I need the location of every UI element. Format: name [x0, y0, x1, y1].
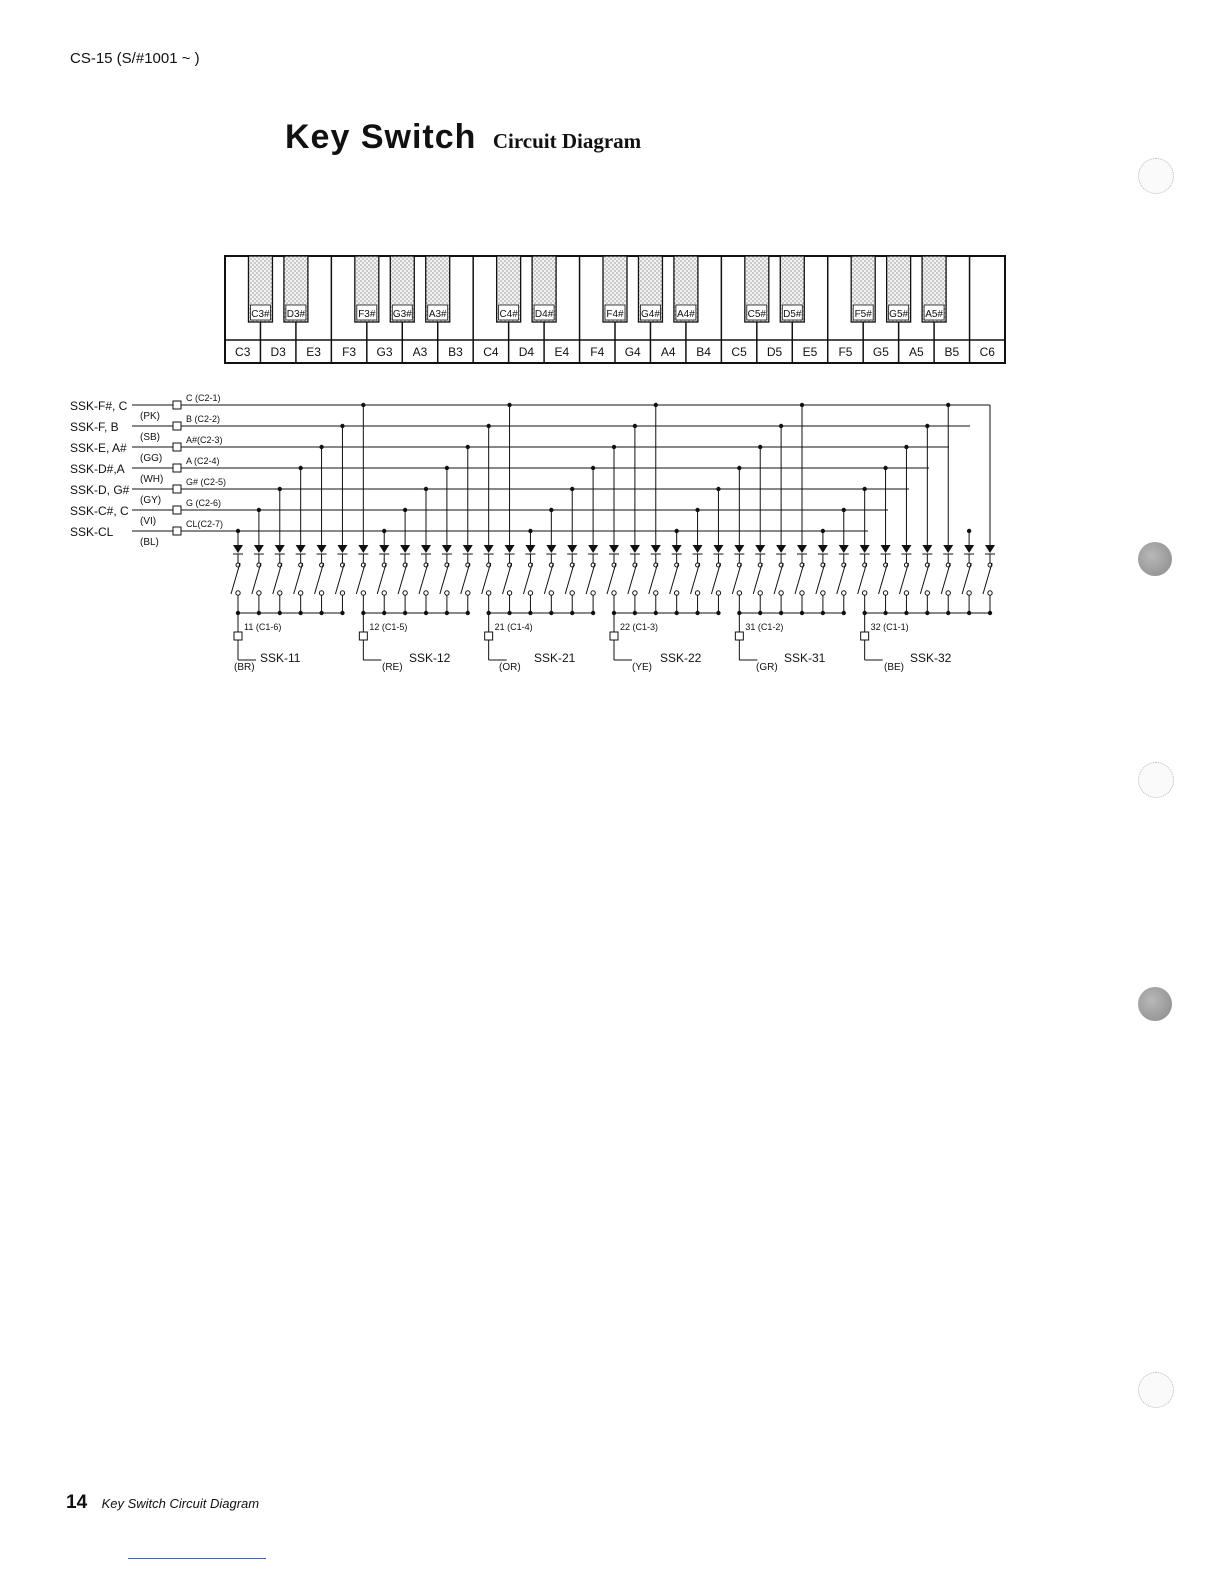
white-key-label: G3 — [376, 345, 393, 359]
junction-dot — [695, 508, 699, 512]
switch-blade — [377, 563, 386, 594]
switch-contact — [883, 591, 887, 595]
black-key-label: D3# — [286, 309, 306, 320]
junction-dot — [591, 466, 595, 470]
junction-dot — [946, 611, 950, 615]
junction-dot — [842, 611, 846, 615]
junction-dot — [967, 611, 971, 615]
switch-blade — [440, 563, 449, 594]
junction-dot — [633, 424, 637, 428]
switch-blade — [315, 563, 324, 594]
switch-blade — [482, 563, 491, 594]
junction-dot — [654, 611, 658, 615]
switch-blade — [920, 563, 929, 594]
connector-pin — [173, 485, 181, 493]
switch-contact — [674, 591, 678, 595]
junction-dot — [883, 466, 887, 470]
wire-color-label: (BR) — [234, 662, 255, 673]
white-key-label: C5 — [731, 345, 747, 359]
punch-hole-1 — [1138, 158, 1174, 194]
white-key-label: D3 — [270, 345, 286, 359]
switch-blade — [649, 563, 658, 594]
switch-contact — [382, 591, 386, 595]
junction-dot — [486, 424, 490, 428]
junction-dot — [445, 611, 449, 615]
junction-dot — [967, 529, 971, 533]
white-key-label: F5 — [838, 345, 853, 359]
white-key-label: C3 — [235, 345, 251, 359]
wire-color-label: (RE) — [382, 662, 403, 673]
switch-contact — [925, 591, 929, 595]
diode-icon — [254, 545, 264, 553]
white-key-label: G5 — [872, 345, 889, 359]
junction-dot — [361, 403, 365, 407]
bus-signal-label: A (C2-4) — [186, 456, 220, 466]
diode-icon — [693, 545, 703, 553]
junction-dot — [674, 611, 678, 615]
diode-icon — [797, 545, 807, 553]
junction-dot — [236, 529, 240, 533]
junction-dot — [528, 529, 532, 533]
switch-blade — [795, 563, 804, 594]
connector-pin — [173, 401, 181, 409]
diode-icon — [337, 545, 347, 553]
output-connector-pin — [234, 632, 242, 640]
input-label: SSK-C#, C — [70, 504, 129, 518]
switch-blade — [398, 563, 407, 594]
input-label: SSK-D#,A — [70, 462, 125, 476]
junction-dot — [862, 487, 866, 491]
junction-dot — [257, 508, 261, 512]
junction-dot — [549, 611, 553, 615]
output-label: SSK-11 — [260, 651, 301, 665]
diode-icon — [651, 545, 661, 553]
punch-hole-2 — [1138, 542, 1172, 576]
switch-blade — [711, 563, 720, 594]
diode-icon — [442, 545, 452, 553]
diode-icon — [860, 545, 870, 553]
white-key-label: F4 — [590, 345, 605, 359]
switch-contact — [716, 591, 720, 595]
switch-contact — [758, 591, 762, 595]
diode-icon — [901, 545, 911, 553]
junction-dot — [842, 508, 846, 512]
diode-icon — [609, 545, 619, 553]
black-key-label: C5# — [747, 309, 766, 320]
switch-contact — [319, 591, 323, 595]
switch-blade — [523, 563, 532, 594]
switch-blade — [732, 563, 741, 594]
diode-icon — [358, 545, 368, 553]
switch-contact — [528, 591, 532, 595]
output-label: SSK-22 — [660, 651, 702, 665]
output-signal-label: 11 (C1-6) — [244, 622, 282, 632]
output-connector-pin — [735, 632, 743, 640]
diode-icon — [943, 545, 953, 553]
diode-icon — [421, 545, 431, 553]
switch-blade — [273, 563, 282, 594]
switch-blade — [231, 563, 240, 594]
bus-signal-label: CL(C2-7) — [186, 519, 224, 529]
input-label: SSK-E, A# — [70, 441, 127, 455]
junction-dot — [904, 611, 908, 615]
junction-dot — [800, 403, 804, 407]
junction-dot — [925, 424, 929, 428]
junction-dot — [340, 611, 344, 615]
white-key-label: B4 — [696, 345, 711, 359]
switch-matrix — [70, 393, 995, 673]
model-code: CS-15 (S/#1001 ~ ) — [70, 50, 200, 67]
junction-dot — [570, 487, 574, 491]
output-signal-label: 12 (C1-5) — [369, 622, 408, 632]
junction-dot — [695, 611, 699, 615]
switch-blade — [879, 563, 888, 594]
junction-dot — [946, 403, 950, 407]
diode-icon — [567, 545, 577, 553]
white-key-label: F3 — [342, 345, 357, 359]
page-number: 14 — [66, 1492, 88, 1513]
bus-signal-label: C (C2-1) — [186, 393, 221, 403]
wire-color-label: (BE) — [884, 662, 904, 673]
wire-color-label: (SB) — [140, 432, 160, 443]
input-label: SSK-F, B — [70, 420, 119, 434]
junction-dot — [716, 487, 720, 491]
white-key-label: A4 — [660, 345, 676, 359]
output-label: SSK-21 — [534, 651, 576, 665]
white-key-label: A5 — [909, 345, 924, 359]
junction-dot — [633, 611, 637, 615]
wire-color-label: (WH) — [140, 474, 164, 485]
output-label: SSK-31 — [784, 651, 826, 665]
junction-dot — [507, 611, 511, 615]
wire-color-label: (GR) — [756, 662, 778, 673]
switch-contact — [236, 591, 240, 595]
diode-icon — [484, 545, 494, 553]
page-footer — [66, 1492, 259, 1514]
output-signal-label: 32 (C1-1) — [870, 622, 909, 632]
white-key-label: D4 — [518, 345, 535, 359]
junction-dot — [466, 611, 470, 615]
switch-contact — [403, 591, 407, 595]
connector-pin — [173, 464, 181, 472]
output-signal-label: 31 (C1-2) — [745, 622, 784, 632]
white-key-label: E5 — [802, 345, 818, 359]
wire-color-label: (VI) — [140, 516, 157, 527]
switch-blade — [774, 563, 783, 594]
diode-icon — [296, 545, 306, 553]
switch-contact — [591, 591, 595, 595]
diode-icon — [734, 545, 744, 553]
switch-blade — [753, 563, 762, 594]
switch-contact — [695, 591, 699, 595]
junction-dot — [549, 508, 553, 512]
white-key-label: B5 — [944, 345, 960, 359]
junction-dot — [278, 487, 282, 491]
output-label: SSK-12 — [409, 651, 451, 665]
wire-color-label: (PK) — [140, 411, 160, 422]
input-label: SSK-F#, C — [70, 399, 128, 413]
diode-icon — [630, 545, 640, 553]
diode-icon — [546, 545, 556, 553]
diode-icon — [317, 545, 327, 553]
bus-signal-label: G (C2-6) — [186, 498, 222, 508]
switch-blade — [628, 563, 637, 594]
punch-hole-3 — [1138, 762, 1174, 798]
junction-dot — [821, 611, 825, 615]
diode-icon — [505, 545, 515, 553]
diode-icon — [400, 545, 410, 553]
junction-dot — [340, 424, 344, 428]
switch-blade — [858, 563, 867, 594]
junction-dot — [319, 611, 323, 615]
wire-color-label: (YE) — [632, 662, 652, 673]
switch-blade — [252, 563, 261, 594]
switch-blade — [670, 563, 679, 594]
switch-contact — [779, 591, 783, 595]
bus-signal-label: A#(C2-3) — [186, 435, 223, 445]
junction-dot — [507, 403, 511, 407]
wire-color-label: (GY) — [140, 495, 162, 506]
switch-contact — [821, 591, 825, 595]
junction-dot — [674, 529, 678, 533]
black-key-label: D4# — [534, 309, 554, 320]
diode-icon — [985, 545, 995, 553]
diode-icon — [379, 545, 389, 553]
junction-dot — [424, 611, 428, 615]
switch-contact — [361, 591, 365, 595]
junction-dot — [403, 611, 407, 615]
junction-dot — [716, 611, 720, 615]
switch-contact — [633, 591, 637, 595]
diode-icon — [672, 545, 682, 553]
switch-blade — [356, 563, 365, 594]
wire-color-label: (BL) — [140, 537, 159, 548]
switch-contact — [570, 591, 574, 595]
junction-dot — [779, 424, 783, 428]
junction-dot — [319, 445, 323, 449]
black-key-label: A5# — [925, 309, 943, 320]
connector-pin — [173, 506, 181, 514]
junction-dot — [298, 466, 302, 470]
junction-dot — [758, 445, 762, 449]
switch-blade — [461, 563, 470, 594]
switch-blade — [691, 563, 700, 594]
switch-blade — [294, 563, 303, 594]
output-connector-pin — [485, 632, 493, 640]
junction-dot — [403, 508, 407, 512]
black-key-label: G3# — [392, 309, 412, 320]
switch-contact — [507, 591, 511, 595]
junction-dot — [800, 611, 804, 615]
switch-contact — [800, 591, 804, 595]
output-connector-pin — [359, 632, 367, 640]
input-label: SSK-D, G# — [70, 483, 130, 497]
switch-contact — [257, 591, 261, 595]
wire-color-label: (OR) — [499, 662, 521, 673]
switch-contact — [278, 591, 282, 595]
black-key-label: G4# — [641, 309, 660, 320]
black-key-label: D5# — [783, 309, 802, 320]
key-switch-circuit-diagram — [0, 0, 1224, 720]
diode-icon — [755, 545, 765, 553]
output-label: SSK-32 — [910, 651, 952, 665]
diode-icon — [964, 545, 974, 553]
junction-dot — [988, 611, 992, 615]
junction-dot — [257, 611, 261, 615]
connector-pin — [173, 527, 181, 535]
switch-contact — [967, 591, 971, 595]
output-connector-pin — [861, 632, 869, 640]
junction-dot — [925, 611, 929, 615]
junction-dot — [737, 466, 741, 470]
white-key-label: E3 — [306, 345, 321, 359]
switch-blade — [941, 563, 950, 594]
diode-icon — [588, 545, 598, 553]
switch-contact — [737, 591, 741, 595]
black-key-label: A3# — [428, 309, 447, 320]
switch-contact — [549, 591, 553, 595]
white-key-label: C6 — [979, 345, 995, 359]
footer-caption: Key Switch Circuit Diagram — [101, 1496, 260, 1511]
switch-blade — [962, 563, 971, 594]
junction-dot — [528, 611, 532, 615]
switch-contact — [466, 591, 470, 595]
black-key-label: F3# — [358, 309, 376, 320]
switch-contact — [946, 591, 950, 595]
switch-contact — [654, 591, 658, 595]
switch-contact — [445, 591, 449, 595]
junction-dot — [779, 611, 783, 615]
junction-dot — [466, 445, 470, 449]
diode-icon — [713, 545, 723, 553]
junction-dot — [424, 487, 428, 491]
diode-icon — [922, 545, 932, 553]
switch-contact — [842, 591, 846, 595]
switch-blade — [983, 563, 992, 594]
keyboard-illustration — [225, 256, 1005, 363]
switch-contact — [612, 591, 616, 595]
white-key-label: D5 — [766, 345, 783, 359]
white-key-label: G4 — [624, 345, 641, 359]
junction-dot — [654, 403, 658, 407]
switch-blade — [565, 563, 574, 594]
white-key-label: C4 — [483, 345, 499, 359]
output-signal-label: 21 (C1-4) — [494, 622, 533, 632]
junction-dot — [883, 611, 887, 615]
junction-dot — [445, 466, 449, 470]
black-key-label: F5# — [854, 309, 872, 320]
junction-dot — [821, 529, 825, 533]
black-key-label: A4# — [677, 309, 695, 320]
black-key-label: F4# — [606, 309, 624, 320]
output-connector-pin — [610, 632, 618, 640]
diode-icon — [525, 545, 535, 553]
diode-icon — [463, 545, 473, 553]
junction-dot — [612, 445, 616, 449]
bus-signal-label: B (C2-2) — [186, 414, 221, 424]
connector-pin — [173, 422, 181, 430]
junction-dot — [904, 445, 908, 449]
switch-blade — [544, 563, 553, 594]
diode-icon — [839, 545, 849, 553]
switch-contact — [340, 591, 344, 595]
white-key-label: E4 — [554, 345, 570, 359]
switch-blade — [899, 563, 908, 594]
switch-contact — [904, 591, 908, 595]
junction-dot — [591, 611, 595, 615]
black-key-label: G5# — [889, 309, 909, 320]
junction-dot — [298, 611, 302, 615]
switch-blade — [335, 563, 344, 594]
output-signal-label: 22 (C1-3) — [620, 622, 659, 632]
diode-icon — [776, 545, 786, 553]
white-key-label: A3 — [412, 345, 428, 359]
black-key-label: C4# — [499, 309, 518, 320]
bottom-rule — [128, 1558, 266, 1559]
switch-blade — [586, 563, 595, 594]
switch-contact — [298, 591, 302, 595]
title-sub: Circuit Diagram — [492, 129, 642, 153]
switch-blade — [503, 563, 512, 594]
switch-contact — [424, 591, 428, 595]
connector-pin — [173, 443, 181, 451]
junction-dot — [570, 611, 574, 615]
bus-signal-label: G# (C2-5) — [186, 477, 227, 487]
diode-icon — [818, 545, 828, 553]
wire-color-label: (GG) — [140, 453, 163, 464]
junction-dot — [278, 611, 282, 615]
diode-icon — [881, 545, 891, 553]
switch-contact — [486, 591, 490, 595]
junction-dot — [758, 611, 762, 615]
input-label: SSK-CL — [70, 525, 114, 539]
junction-dot — [382, 529, 386, 533]
black-key-label: C3# — [251, 309, 270, 320]
switch-contact — [988, 591, 992, 595]
switch-blade — [837, 563, 846, 594]
switch-contact — [862, 591, 866, 595]
diode-icon — [275, 545, 285, 553]
switch-blade — [816, 563, 825, 594]
white-key-label: B3 — [448, 345, 463, 359]
title-main: Key Switch — [285, 118, 477, 156]
punch-hole-4 — [1138, 987, 1172, 1021]
diode-icon — [233, 545, 243, 553]
junction-dot — [382, 611, 386, 615]
punch-hole-5 — [1138, 1372, 1174, 1408]
switch-blade — [607, 563, 616, 594]
switch-blade — [419, 563, 428, 594]
